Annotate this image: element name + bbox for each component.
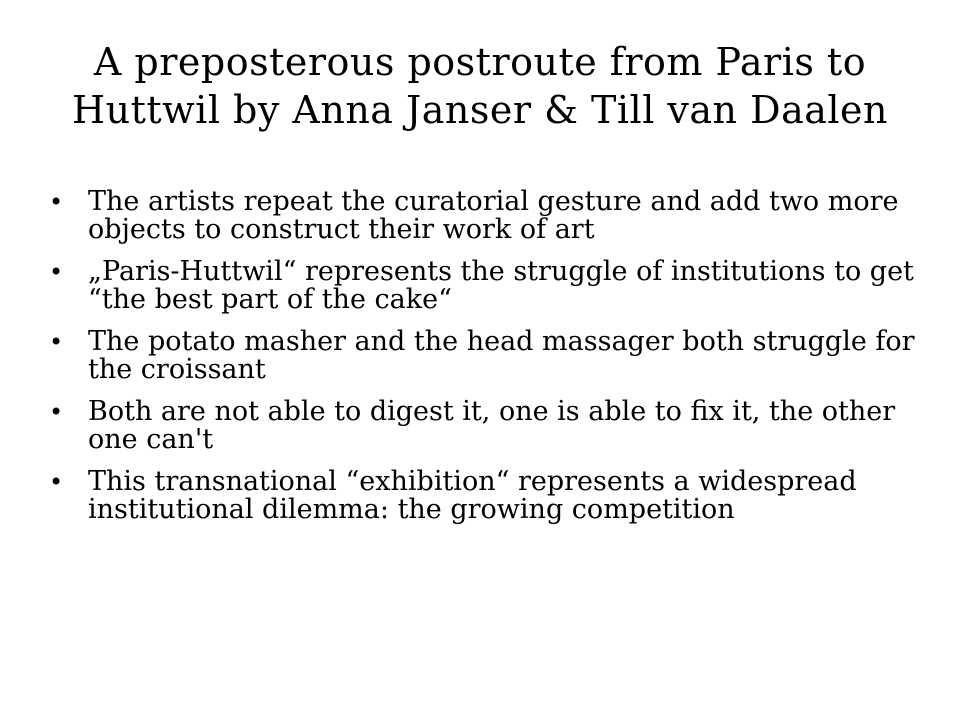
- bullet-icon: •: [49, 328, 64, 356]
- slide-title: A preposterous postroute from Paris to Huttwil by Anna Janser & Till van Daalen: [71, 40, 888, 132]
- bullet-text: This transnational “exhibition“ represents a widespread institutional dilemma: the growing competition: [88, 466, 857, 525]
- bullet-icon: •: [49, 398, 64, 426]
- bullet-text: Both are not able to digest it, one is able to fix it, the other one can't: [88, 396, 896, 455]
- bullet-text: The potato masher and the head massager both struggle for the croissant: [88, 326, 915, 385]
- bullet-text: The artists repeat the curatorial gesture and add two more objects to construct their work of art: [88, 186, 899, 245]
- bullet-list: [47, 188, 927, 538]
- bullet-item: [47, 398, 927, 454]
- bullet-icon: •: [49, 258, 64, 286]
- bullet-icon: •: [49, 188, 64, 216]
- bullet-item: [47, 328, 927, 384]
- bullet-item: [47, 468, 927, 524]
- bullet-item: [47, 188, 927, 244]
- bullet-item: [47, 258, 927, 314]
- bullet-icon: •: [49, 468, 64, 496]
- bullet-text: „Paris-Huttwil“ represents the struggle of institutions to get “the best part of the cake“: [88, 256, 914, 315]
